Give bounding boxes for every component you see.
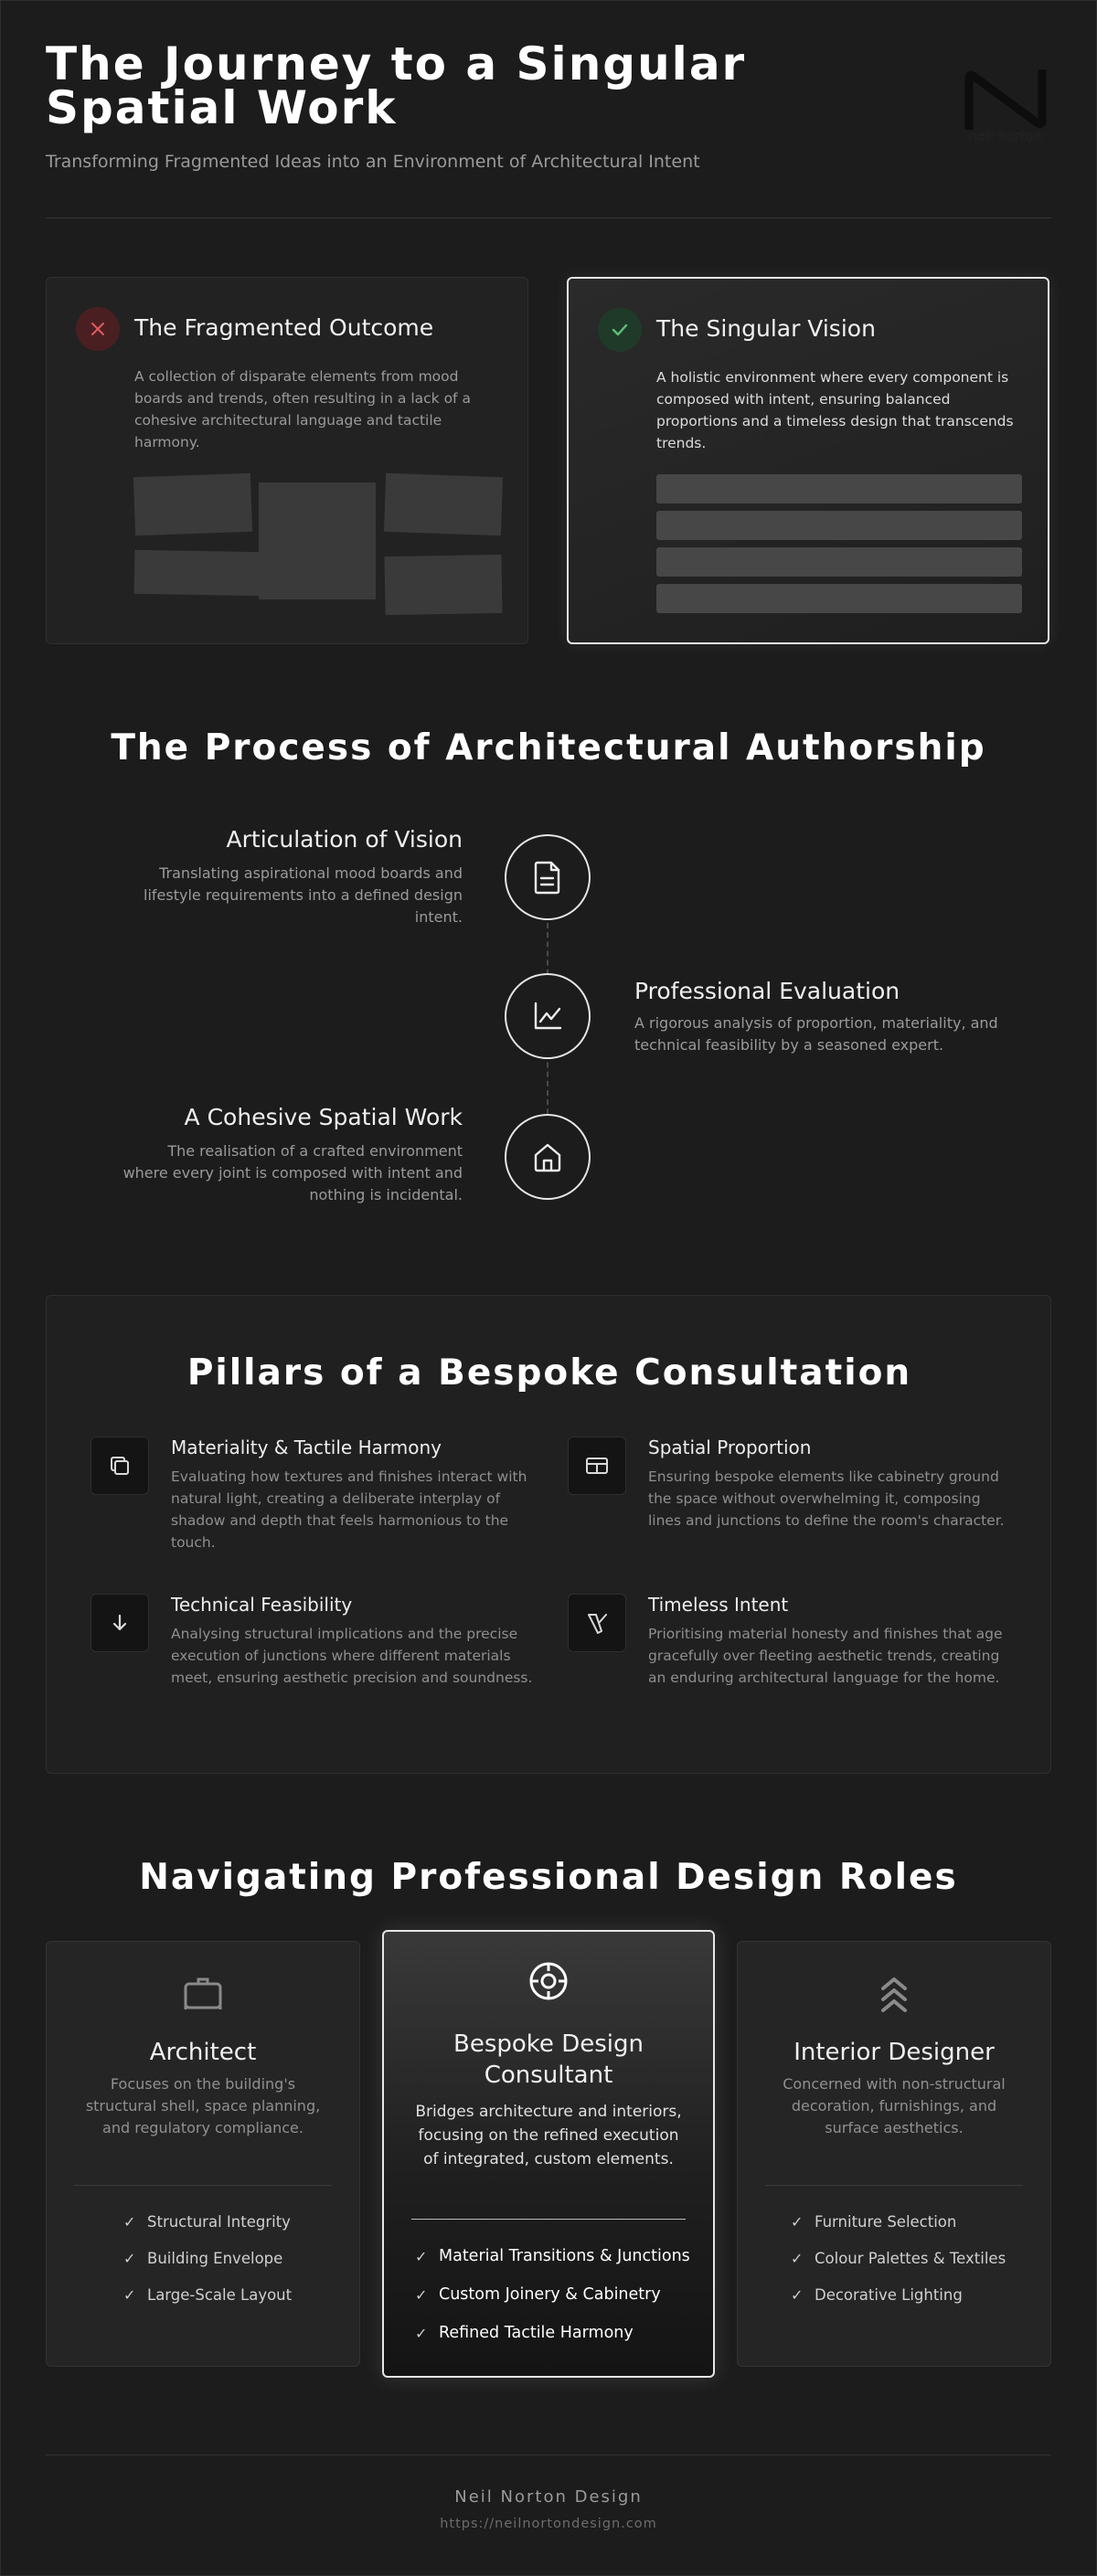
check-icon: ✓ [415, 2247, 428, 2265]
footer-divider [46, 2454, 1051, 2455]
document-icon [505, 834, 591, 920]
check-icon: ✓ [791, 2285, 804, 2304]
singular-vision-description: A holistic environment where every component is composed with intent, ensuring balanced proportions and a timeless design that transcends trends. [656, 369, 1014, 451]
pillar-title: Technical Feasibility [171, 1594, 353, 1616]
cabinet-icon [568, 1436, 626, 1495]
check-icon: ✓ [123, 2249, 136, 2267]
chevrons-icon [738, 1973, 1050, 2013]
pillar-description: Analysing structural implications and the precise execution of junctions where different materials meet, ensuring aesthetic precision and soundness. [171, 1626, 533, 1686]
list-item: ✓ Material Transitions & Junctions [415, 2247, 690, 2265]
list-item: ✓ Structural Integrity [123, 2212, 291, 2231]
singular-vision-title: The Singular Vision [656, 315, 876, 342]
list-item: ✓ Furniture Selection [791, 2212, 957, 2231]
chart-line-icon [505, 973, 591, 1059]
home-icon [505, 1114, 591, 1200]
role-card-architect [46, 1941, 360, 2367]
footer-brand-name: Neil Norton Design [454, 2487, 643, 2507]
role-title: Architect [149, 2039, 257, 2066]
page-header [46, 37, 1051, 172]
process-step-title: Professional Evaluation [634, 978, 900, 1004]
pillar-description: Evaluating how textures and finishes interact with natural light, creating a deliberate interplay of shadow and depth that feels harmonious to the touch. [171, 1468, 527, 1551]
process-heading: The Process of Architectural Authorship [111, 727, 986, 769]
list-item: ✓ Decorative Lighting [791, 2285, 963, 2304]
process-step-description: Translating aspirational mood boards and lifestyle requirements into a defined design intent. [144, 864, 463, 926]
process-step-title: A Cohesive Spatial Work [184, 1104, 463, 1130]
fragmented-outcome-card [46, 277, 528, 644]
logo-n-mark [964, 69, 1048, 130]
roles-heading: Navigating Professional Design Roles [139, 1857, 958, 1898]
brush-icon [568, 1594, 626, 1652]
target-icon [384, 1959, 713, 2003]
aligned-bar [656, 584, 1022, 613]
role-description: Concerned with non-structural decoration, furnishings, and surface aesthetics. [783, 2075, 1006, 2136]
role-divider [74, 2185, 332, 2186]
role-divider [411, 2219, 686, 2220]
check-icon: ✓ [415, 2285, 428, 2304]
fragmented-outcome-description: A collection of disparate elements from mood boards and trends, often resulting in a lack of a cohesive architectural language and tactile harmony. [134, 368, 471, 451]
role-title: Bespoke Design Consultant [453, 2030, 644, 2089]
pillar-description: Ensuring bespoke elements like cabinetry ground the space without overwhelming it, composing lines and junctions to define the room's character. [648, 1468, 1005, 1529]
role-card-interior-designer [737, 1941, 1051, 2367]
page-title: The Journey to a Singular Spatial Work [46, 37, 747, 134]
arrow-down-icon [91, 1594, 149, 1652]
role-list [415, 2237, 690, 2352]
role-list [791, 2203, 1006, 2313]
brand-logo[interactable] [960, 69, 1051, 144]
aligned-bar [656, 474, 1022, 504]
role-list [123, 2203, 292, 2313]
page-subtitle: Transforming Fragmented Ideas into an Environment of Architectural Intent [46, 152, 700, 172]
list-item: ✓ Custom Joinery & Cabinetry [415, 2285, 661, 2304]
singular-vision-card [567, 277, 1049, 644]
pillars-panel [46, 1295, 1051, 1774]
aligned-bar [656, 511, 1022, 540]
fragment-tile [384, 555, 502, 615]
aligned-bar [656, 547, 1022, 577]
role-divider [765, 2185, 1023, 2186]
fragmented-outcome-title: The Fragmented Outcome [134, 314, 434, 341]
role-description: Focuses on the building's structural shell, space planning, and regulatory compliance. [85, 2075, 321, 2136]
check-icon: ✓ [791, 2249, 804, 2267]
check-icon: ✓ [123, 2212, 136, 2231]
list-item: ✓ Building Envelope [123, 2249, 283, 2267]
fragment-tile [384, 473, 503, 535]
pillars-heading: Pillars of a Bespoke Consultation [186, 1352, 912, 1394]
role-title: Interior Designer [793, 2039, 995, 2066]
x-mark-icon [76, 307, 120, 351]
check-icon: ✓ [791, 2212, 804, 2231]
pillar-description: Prioritising material honesty and finishes that age gracefully over fleeting aesthetic trends, creating an enduring architectural language for the home. [648, 1626, 1003, 1686]
check-icon [598, 308, 642, 352]
fragment-tile [134, 550, 369, 598]
toolbox-icon [47, 1975, 359, 2011]
check-icon: ✓ [123, 2285, 136, 2304]
logo-text: neil norton [968, 128, 1043, 144]
process-step-description: The realisation of a crafted environment where every joint is composed with intent and nothing is incidental. [122, 1142, 463, 1203]
fragment-tile [133, 473, 252, 535]
footer-url-link[interactable]: https://neilnortondesign.com [440, 2517, 657, 2531]
pillar-title: Spatial Proportion [648, 1436, 812, 1458]
pillar-title: Timeless Intent [648, 1594, 789, 1616]
layers-icon [91, 1436, 149, 1495]
check-icon: ✓ [415, 2324, 428, 2342]
pillar-title: Materiality & Tactile Harmony [171, 1436, 442, 1458]
role-card-bespoke-consultant [382, 1930, 715, 2378]
role-description: Bridges architecture and interiors, focusing on the refined execution of integrated, custom elements. [415, 2103, 682, 2168]
list-item: ✓ Refined Tactile Harmony [415, 2324, 634, 2342]
process-step-description: A rigorous analysis of proportion, materiality, and technical feasibility by a seasoned expert. [634, 1014, 998, 1054]
process-step-title: Articulation of Vision [226, 826, 463, 853]
header-divider [46, 217, 1051, 218]
list-item: ✓ Colour Palettes & Textiles [791, 2249, 1006, 2267]
list-item: ✓ Large-Scale Layout [123, 2285, 293, 2304]
